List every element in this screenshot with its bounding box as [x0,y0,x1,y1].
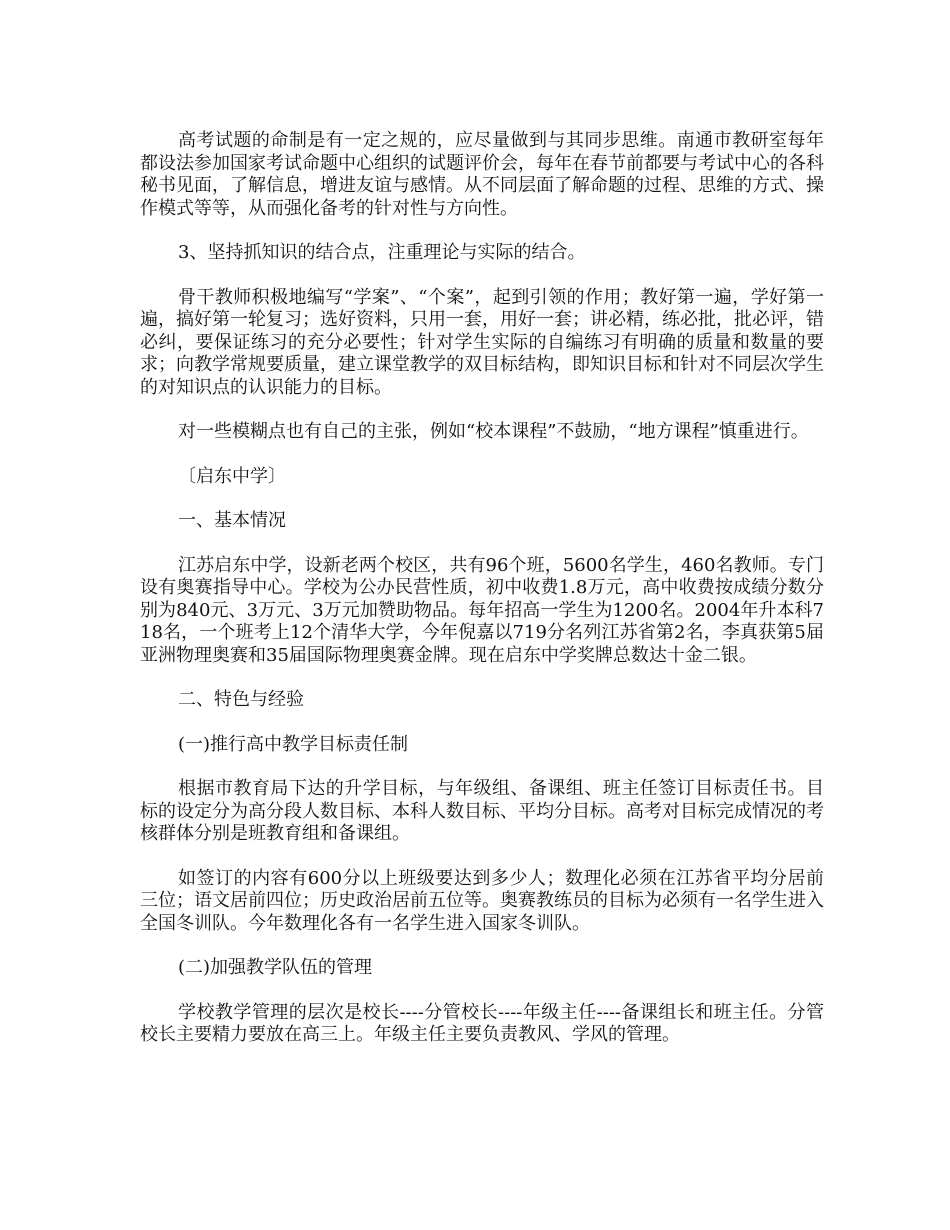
subheading-target-responsibility: (一)推行高中教学目标责任制 [178,733,409,755]
subheading-team-management: (二)加强教学队伍的管理 [178,957,373,978]
paragraph-target-setting: 根据市教育局下达的升学目标，与年级组、备课组、班主任签订目标责任书。目标的设定分为高分段人数目标、本科人数目标、平均分目标。高考对目标完成情况的考核群体分别是班教育组和备课组。 [140,778,824,844]
paragraph-point-3-heading: 3、坚持抓知识的结合点，注重理论与实际的结合。 [178,242,586,263]
document-page [140,130,824,1069]
heading-features-experience: 二、特色与经验 [178,689,304,710]
section-title-qidong: 〔启东中学〕 [178,465,286,487]
paragraph-teacher-practices: 骨干教师积极地编写“学案”、“个案”，起到引领的作用；教好第一遍，学好第一遍，搞好第一轮复习；选好资料，只用一套，用好一套；讲必精，练必批，批必评，错必纠，要保证练习的充分必要性；针对学生实际的自编练习有明确的质量和数量的要求；向教学常规要质量，建立课堂教学的双目标结构，即知识目标和针对不同层次学生的对知识点的认识能力的目标。 [140,286,824,398]
paragraph-curriculum-stance: 对一些模糊点也有自己的主张，例如“校本课程”不鼓励，“地方课程”慎重进行。 [178,421,809,442]
paragraph-school-overview: 江苏启东中学，设新老两个校区，共有96个班，5600名学生，460名教师。专门设有奥赛指导中心。学校为公办民营性质，初中收费1.8万元，高中收费按成绩分数分别为840元、3万元、3万元加赞助物品。每年招高一学生为1200名。2004年升本科718名，一个班考上12个清华大学，今年倪嘉以719分名列江苏省第2名，李真获第5届亚洲物理奥赛和35届国际物理奥赛金牌。现在启东中学奖牌总数达十金二银。 [140,554,824,666]
heading-basic-situation: 一、基本情况 [178,510,286,531]
paragraph-exam-thinking: 高考试题的命制是有一定之规的，应尽量做到与其同步思维。南通市教研室每年都设法参加国家考试命题中心组织的试题评价会，每年在春节前都要与考试中心的各科秘书见面，了解信息，增进友谊与感情。从不同层面了解命题的过程、思维的方式、操作模式等等，从而强化备考的针对性与方向性。 [140,130,824,219]
paragraph-management-levels: 学校教学管理的层次是校长----分管校长----年级主任----备课组长和班主任。分管校长主要精力要放在高三上。年级主任主要负责教风、学风的管理。 [140,1001,824,1045]
paragraph-target-contents: 如签订的内容有600分以上班级要达到多少人；数理化必须在江苏省平均分居前三位；语文居前四位；历史政治居前五位等。奥赛教练员的目标为必须有一名学生进入全国冬训队。今年数理化各有一名学生进入国家冬训队。 [140,867,824,934]
